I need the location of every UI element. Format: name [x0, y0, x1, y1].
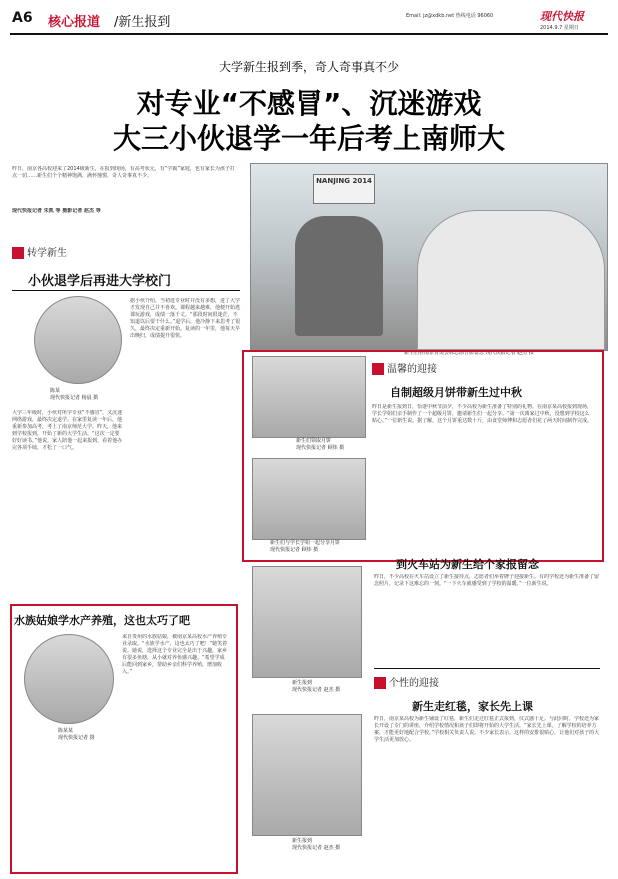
- story2-body: 昨日是新生报到日，恰逢中秋节前夕，不少高校为新生准备了特别的礼物。在南京某高校报到现场，学长学姐们亲手制作了一个超级月饼，邀请新生们一起分享。“第一次离家过中秋，没想到学校这么贴心。”一位新生说。据了解，这个月饼重达数十斤，由食堂师傅和志愿者们花了两天时间制作完成。: [372, 404, 593, 424]
- story2-photo1-caption: 新生们领取月饼 现代快报记者 顾炜 摄: [296, 438, 345, 451]
- lead-text: 昨日，南京各高校迎来了2014级新生，在报到现场，有高考状元，有“学霸”家庭，也有家长为孩子打点一切……新生们个个精神饱满、满怀憧憬，奇人奇事真不少。: [12, 166, 235, 179]
- main-photo-caption: 新生们在南京青奥会标志前合影留念 现代快报记者 赵杰 摄: [404, 350, 534, 356]
- story2-photo2-caption: 新生们与学长学姐一起分享月饼 现代快报记者 顾炜 摄: [270, 540, 341, 553]
- story1-portrait: [34, 296, 122, 384]
- story4-photo: [252, 566, 362, 678]
- story1-body-col1: 大学三年级时，小伙对所学专业“不感冒”，又沉迷网络游戏，最终决定退学。在家里复读一年后，他重新参加高考，考上了南京师范大学。昨天，他来到学校报到，开始了新的大学生活。“这次一定要好好读书。”他说。家人陪他一起来报到，看着他办完各项手续，才松了一口气。: [12, 410, 123, 451]
- header-rule: [10, 33, 608, 35]
- headline-line1: 对专业“不感冒”、沉迷游戏: [136, 87, 482, 120]
- header-contact: Email: jz@xdkb.net 热线电话 96060: [406, 13, 494, 19]
- story5-section-text: 个性的迎接: [389, 678, 439, 689]
- story4-title: 到火车站为新生给个家报留念: [396, 558, 539, 571]
- story5-photo: [252, 714, 362, 836]
- masthead: 现代快报: [540, 10, 584, 23]
- story1-section-label: [12, 244, 67, 259]
- story2-section-label: [372, 360, 437, 375]
- story4-body: 昨日，不少高校在火车站设立了新生接待点，志愿者们举着牌子迎接新生。有的学校还为新生准备了留念照片，记录下这难忘的一刻。“一下火车就感受到了学校的温暖。”一位新生说。: [374, 574, 600, 587]
- story3-portrait: [24, 634, 114, 724]
- story1-rule: [12, 290, 240, 291]
- story3-portrait-caption: 陈某某 现代快报记者 摄: [58, 728, 95, 741]
- header-date: 2014.9.7 星期日: [540, 25, 579, 31]
- story5-body: 昨日，南京某高校为新生铺设了红毯，新生们走过红毯正式报到，仪式感十足。与此同时，学校还为家长开设了专门的讲座，介绍学校情况和孩子们即将开始的大学生活。“家长先上课，了解学校的培养方案，才能更好地配合学校。”学校相关负责人说。不少家长表示，这样的安排很贴心，让他们对孩子的大学生活更加放心。: [374, 716, 600, 743]
- story2-photo2: [252, 458, 366, 540]
- section-mark-icon: [374, 677, 386, 689]
- people-silhouettes: [295, 216, 383, 336]
- page-number: A6: [12, 10, 33, 26]
- main-photo: [250, 163, 608, 351]
- story2-photo1: [252, 356, 366, 438]
- story5-section-label: [374, 674, 439, 689]
- story1-title: 小伙退学后再进大学校门: [28, 274, 172, 289]
- story1-portrait-caption: 陈某 现代快报记者 杨晨 摄: [50, 388, 99, 401]
- photographer-silhouette: [417, 210, 605, 350]
- byline: 现代快报记者 朱凯 等 摄影记者 赵杰 等: [12, 208, 101, 214]
- kicker: 大学新生报到季，奇人奇事真不少: [218, 60, 399, 74]
- story2-title: 自制超级月饼带新生过中秋: [390, 386, 522, 399]
- photo-sign: NANJING 2014: [313, 174, 375, 204]
- story3-title: 水族姑娘学水产养殖，这也太巧了吧: [14, 614, 190, 627]
- subsection-title: /新生报到: [114, 15, 171, 30]
- headline-line2: 大三小伙退学一年后考上南师大: [112, 122, 505, 155]
- story5-rule: [374, 668, 600, 669]
- section-mark-icon: [12, 247, 24, 259]
- story3-body: 来自贵州的水族姑娘，被南京某高校水产养殖专业录取。“水族学水产，这也太巧了吧！”她笑着说。她说，选择这个专业完全是出于兴趣，家乡有很多鱼塘，从小就对养鱼感兴趣。“希望学成后能回到家乡，帮助乡亲们科学养殖，增加收入。”: [122, 634, 228, 675]
- section-mark-icon: [372, 363, 384, 375]
- story5-title: 新生走红毯，家长先上课: [412, 700, 533, 713]
- section-title: 核心报道: [48, 15, 101, 30]
- story5-photo-caption: 新生报到 现代快报记者 赵杰 摄: [292, 838, 341, 851]
- story2-section-text: 温馨的迎接: [387, 364, 437, 375]
- story4-photo-caption: 新生报到 现代快报记者 赵杰 摄: [292, 680, 341, 693]
- story1-body-col2: 据小伙介绍，当初选专业时并没有多想，进了大学才发现自己并不喜欢。课程越来越难，他便开始逃课玩游戏，成绩一落千丈。“那段时间很迷茫，不知道以后要干什么。”退学后，他冷静下来思考了很久，最终决定重新开始。复读的一年里，他每天早出晚归，成绩提升很快。: [130, 298, 241, 339]
- story1-section-text: 转学新生: [27, 248, 67, 259]
